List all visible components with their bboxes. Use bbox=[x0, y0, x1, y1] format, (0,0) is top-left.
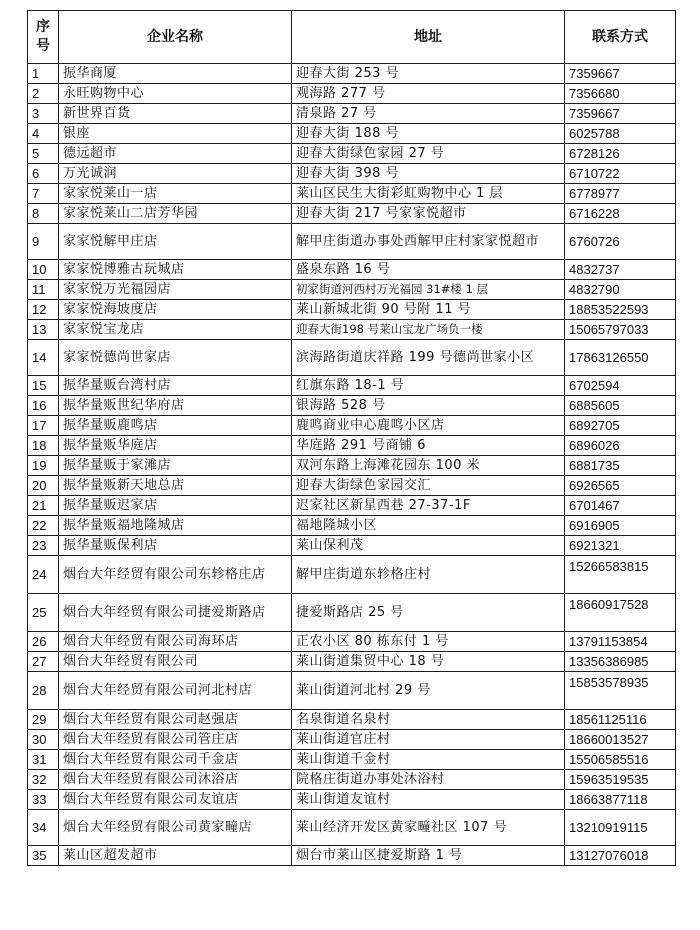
row-address: 迎春大街绿色家园交汇 bbox=[292, 476, 565, 496]
row-index: 30 bbox=[28, 730, 59, 750]
row-index: 7 bbox=[28, 184, 59, 204]
row-address: 双河东路上海滩花园东 100 米 bbox=[292, 456, 565, 476]
row-contact: 6778977 bbox=[565, 184, 676, 204]
row-name: 家家悦德尚世家店 bbox=[59, 340, 292, 376]
header-contact: 联系方式 bbox=[565, 11, 676, 64]
row-contact: 6728126 bbox=[565, 144, 676, 164]
row-name: 银座 bbox=[59, 124, 292, 144]
table-row bbox=[28, 320, 676, 340]
row-name: 烟台大年经贸有限公司千金店 bbox=[59, 750, 292, 770]
table-row bbox=[28, 64, 676, 84]
row-contact: 4832790 bbox=[565, 280, 676, 300]
table-row bbox=[28, 790, 676, 810]
row-contact: 17863126550 bbox=[565, 340, 676, 376]
row-index: 29 bbox=[28, 710, 59, 730]
table-row bbox=[28, 436, 676, 456]
table-row bbox=[28, 124, 676, 144]
row-name: 振华量贩福地隆城店 bbox=[59, 516, 292, 536]
row-index: 11 bbox=[28, 280, 59, 300]
row-name: 万光诚润 bbox=[59, 164, 292, 184]
table-body bbox=[28, 64, 676, 866]
row-contact: 6916905 bbox=[565, 516, 676, 536]
header-row bbox=[28, 11, 676, 64]
table-row bbox=[28, 376, 676, 396]
row-address: 滨海路街道庆祥路 199 号德尚世家小区 bbox=[292, 340, 565, 376]
row-contact: 13210919115 bbox=[565, 810, 676, 846]
row-index: 14 bbox=[28, 340, 59, 376]
row-contact: 18561125116 bbox=[565, 710, 676, 730]
row-address: 迎春大街 217 号家家悦超市 bbox=[292, 204, 565, 224]
row-contact: 6716228 bbox=[565, 204, 676, 224]
row-address: 福地隆城小区 bbox=[292, 516, 565, 536]
table-row bbox=[28, 416, 676, 436]
row-address: 捷爱斯路店 25 号 bbox=[292, 594, 565, 632]
row-contact: 6921321 bbox=[565, 536, 676, 556]
row-index: 24 bbox=[28, 556, 59, 594]
row-name: 振华量贩台湾村店 bbox=[59, 376, 292, 396]
row-name: 振华商厦 bbox=[59, 64, 292, 84]
enterprise-table bbox=[27, 10, 676, 866]
table-row bbox=[28, 164, 676, 184]
row-name: 家家悦万光福园店 bbox=[59, 280, 292, 300]
row-index: 35 bbox=[28, 846, 59, 866]
row-contact: 7359667 bbox=[565, 64, 676, 84]
row-contact: 18660013527 bbox=[565, 730, 676, 750]
table-row bbox=[28, 204, 676, 224]
row-address: 观海路 277 号 bbox=[292, 84, 565, 104]
row-address: 名泉街道名泉村 bbox=[292, 710, 565, 730]
table-row bbox=[28, 476, 676, 496]
table-row bbox=[28, 144, 676, 164]
row-address: 迎春大街绿色家园 27 号 bbox=[292, 144, 565, 164]
row-address: 莱山经济开发区黄家疃社区 107 号 bbox=[292, 810, 565, 846]
table-row bbox=[28, 280, 676, 300]
row-address: 初家街道河西村万光福园 31#楼 1 层 bbox=[292, 280, 565, 300]
row-address: 盛泉东路 16 号 bbox=[292, 260, 565, 280]
row-index: 22 bbox=[28, 516, 59, 536]
row-contact: 15963519535 bbox=[565, 770, 676, 790]
row-index: 4 bbox=[28, 124, 59, 144]
table-row bbox=[28, 672, 676, 710]
row-address: 迎春大街 398 号 bbox=[292, 164, 565, 184]
row-index: 18 bbox=[28, 436, 59, 456]
table-row bbox=[28, 260, 676, 280]
row-index: 23 bbox=[28, 536, 59, 556]
table-row bbox=[28, 496, 676, 516]
row-address: 鹿鸣商业中心鹿鸣小区店 bbox=[292, 416, 565, 436]
table-row bbox=[28, 710, 676, 730]
row-name: 莱山区超发超市 bbox=[59, 846, 292, 866]
row-name: 烟台大年经贸有限公司东轸格庄店 bbox=[59, 556, 292, 594]
row-contact: 18663877118 bbox=[565, 790, 676, 810]
row-name: 家家悦博雅古玩城店 bbox=[59, 260, 292, 280]
row-name: 烟台大年经贸有限公司海环店 bbox=[59, 632, 292, 652]
row-name: 振华量贩新天地总店 bbox=[59, 476, 292, 496]
row-index: 2 bbox=[28, 84, 59, 104]
row-name: 烟台大年经贸有限公司黄家疃店 bbox=[59, 810, 292, 846]
row-index: 12 bbox=[28, 300, 59, 320]
row-contact: 15065797033 bbox=[565, 320, 676, 340]
row-address: 华庭路 291 号商铺 6 bbox=[292, 436, 565, 456]
table-row bbox=[28, 536, 676, 556]
row-name: 烟台大年经贸有限公司捷爱斯路店 bbox=[59, 594, 292, 632]
row-contact: 7356680 bbox=[565, 84, 676, 104]
row-contact: 15266583815 bbox=[565, 556, 676, 594]
row-name: 家家悦莱山一店 bbox=[59, 184, 292, 204]
row-address: 迎春大街198 号莱山宝龙广场负一楼 bbox=[292, 320, 565, 340]
row-index: 8 bbox=[28, 204, 59, 224]
row-address: 烟台市莱山区捷爱斯路 1 号 bbox=[292, 846, 565, 866]
table-row bbox=[28, 594, 676, 632]
row-name: 德远超市 bbox=[59, 144, 292, 164]
row-name: 振华量贩鹿鸣店 bbox=[59, 416, 292, 436]
table-row bbox=[28, 396, 676, 416]
row-contact: 15506585516 bbox=[565, 750, 676, 770]
row-index: 5 bbox=[28, 144, 59, 164]
header-name: 企业名称 bbox=[59, 11, 292, 64]
row-contact: 18660917528 bbox=[565, 594, 676, 632]
table-row bbox=[28, 750, 676, 770]
row-index: 33 bbox=[28, 790, 59, 810]
row-index: 20 bbox=[28, 476, 59, 496]
row-address: 院格庄街道办事处沐浴村 bbox=[292, 770, 565, 790]
table-row bbox=[28, 184, 676, 204]
row-index: 21 bbox=[28, 496, 59, 516]
header-index bbox=[28, 11, 59, 64]
row-contact: 6926565 bbox=[565, 476, 676, 496]
row-name: 家家悦宝龙店 bbox=[59, 320, 292, 340]
table-row bbox=[28, 456, 676, 476]
row-name: 烟台大年经贸有限公司管庄店 bbox=[59, 730, 292, 750]
row-address: 莱山街道千金村 bbox=[292, 750, 565, 770]
row-name: 烟台大年经贸有限公司河北村店 bbox=[59, 672, 292, 710]
row-name: 永旺购物中心 bbox=[59, 84, 292, 104]
row-contact: 6885605 bbox=[565, 396, 676, 416]
row-name: 烟台大年经贸有限公司赵强店 bbox=[59, 710, 292, 730]
row-address: 莱山街道河北村 29 号 bbox=[292, 672, 565, 710]
row-index: 13 bbox=[28, 320, 59, 340]
row-address: 莱山区民生大街彩虹购物中心 1 层 bbox=[292, 184, 565, 204]
row-index: 19 bbox=[28, 456, 59, 476]
row-contact: 13791153854 bbox=[565, 632, 676, 652]
row-address: 莱山保利茂 bbox=[292, 536, 565, 556]
row-address: 莱山新城北街 90 号附 11 号 bbox=[292, 300, 565, 320]
row-name: 振华量贩世纪华府店 bbox=[59, 396, 292, 416]
row-address: 清泉路 27 号 bbox=[292, 104, 565, 124]
row-index: 32 bbox=[28, 770, 59, 790]
row-address: 解甲庄街道东轸格庄村 bbox=[292, 556, 565, 594]
row-address: 正农小区 80 栋东付 1 号 bbox=[292, 632, 565, 652]
row-contact: 6760726 bbox=[565, 224, 676, 260]
row-contact: 6701467 bbox=[565, 496, 676, 516]
header-address: 地址 bbox=[292, 11, 565, 64]
table-row bbox=[28, 652, 676, 672]
row-index: 34 bbox=[28, 810, 59, 846]
row-contact: 18853522593 bbox=[565, 300, 676, 320]
row-address: 莱山街道集贸中心 18 号 bbox=[292, 652, 565, 672]
row-address: 红旗东路 18-1 号 bbox=[292, 376, 565, 396]
table-row bbox=[28, 730, 676, 750]
row-index: 27 bbox=[28, 652, 59, 672]
row-name: 振华量贩迟家店 bbox=[59, 496, 292, 516]
row-name: 烟台大年经贸有限公司友谊店 bbox=[59, 790, 292, 810]
row-name: 烟台大年经贸有限公司沐浴店 bbox=[59, 770, 292, 790]
table-row bbox=[28, 810, 676, 846]
row-name: 家家悦海坡度店 bbox=[59, 300, 292, 320]
row-index: 15 bbox=[28, 376, 59, 396]
row-index: 31 bbox=[28, 750, 59, 770]
row-contact: 6025788 bbox=[565, 124, 676, 144]
row-contact: 6892705 bbox=[565, 416, 676, 436]
table-row bbox=[28, 770, 676, 790]
row-name: 新世界百货 bbox=[59, 104, 292, 124]
row-contact: 6702594 bbox=[565, 376, 676, 396]
row-index: 17 bbox=[28, 416, 59, 436]
row-name: 烟台大年经贸有限公司 bbox=[59, 652, 292, 672]
row-address: 银海路 528 号 bbox=[292, 396, 565, 416]
table-row bbox=[28, 104, 676, 124]
row-index: 28 bbox=[28, 672, 59, 710]
row-address: 解甲庄街道办事处西解甲庄村家家悦超市 bbox=[292, 224, 565, 260]
row-name: 振华量贩华庭店 bbox=[59, 436, 292, 456]
row-contact: 13127076018 bbox=[565, 846, 676, 866]
table-row bbox=[28, 632, 676, 652]
row-contact: 6881735 bbox=[565, 456, 676, 476]
row-name: 振华量贩保利店 bbox=[59, 536, 292, 556]
row-contact: 15853578935 bbox=[565, 672, 676, 710]
row-contact: 13356386985 bbox=[565, 652, 676, 672]
row-index: 10 bbox=[28, 260, 59, 280]
row-contact: 4832737 bbox=[565, 260, 676, 280]
table-row bbox=[28, 556, 676, 594]
row-contact: 6896026 bbox=[565, 436, 676, 456]
row-index: 26 bbox=[28, 632, 59, 652]
row-index: 3 bbox=[28, 104, 59, 124]
row-address: 莱山街道友谊村 bbox=[292, 790, 565, 810]
row-index: 9 bbox=[28, 224, 59, 260]
row-name: 家家悦解甲庄店 bbox=[59, 224, 292, 260]
table-row bbox=[28, 340, 676, 376]
row-address: 迎春大街 253 号 bbox=[292, 64, 565, 84]
row-address: 莱山街道官庄村 bbox=[292, 730, 565, 750]
row-address: 迎春大街 188 号 bbox=[292, 124, 565, 144]
row-contact: 6710722 bbox=[565, 164, 676, 184]
row-index: 6 bbox=[28, 164, 59, 184]
table-row bbox=[28, 846, 676, 866]
table-row bbox=[28, 516, 676, 536]
row-contact: 7359667 bbox=[565, 104, 676, 124]
row-name: 振华量贩于家滩店 bbox=[59, 456, 292, 476]
table-row bbox=[28, 224, 676, 260]
row-address: 迟家社区新星西巷 27-37-1F bbox=[292, 496, 565, 516]
table-row bbox=[28, 300, 676, 320]
header-index-text: 序号 bbox=[36, 19, 50, 54]
row-index: 1 bbox=[28, 64, 59, 84]
row-name: 家家悦莱山二店芳华园 bbox=[59, 204, 292, 224]
row-index: 16 bbox=[28, 396, 59, 416]
row-index: 25 bbox=[28, 594, 59, 632]
table-row bbox=[28, 84, 676, 104]
